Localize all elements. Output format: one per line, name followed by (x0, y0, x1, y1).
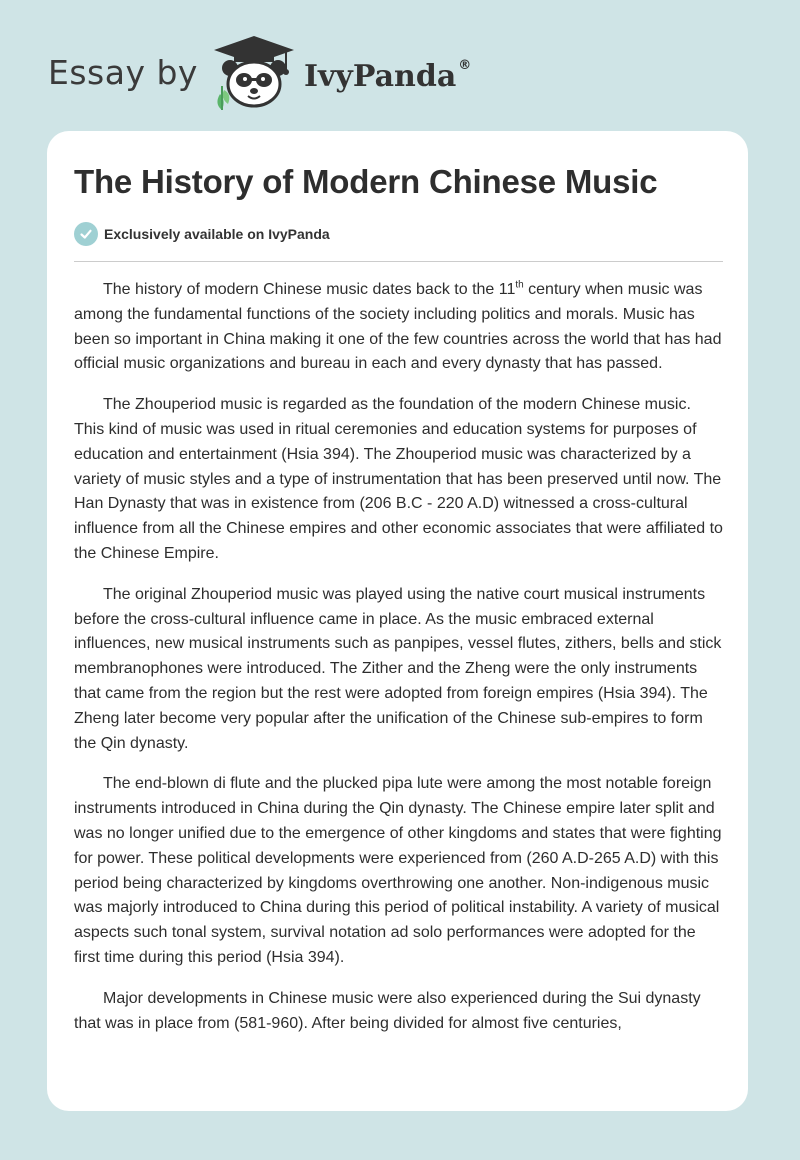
site-header (48, 34, 471, 110)
brand-name-text: IvyPanda (303, 58, 457, 94)
panda-graduate-icon (212, 34, 296, 110)
registered-mark: ® (458, 57, 472, 73)
paragraph-1-start: The history of modern Chinese music dates back to the 11 (103, 281, 516, 298)
paragraph (74, 278, 725, 377)
brand-name[interactable] (304, 59, 471, 94)
divider (74, 261, 723, 262)
essay-by-label: Essay by (48, 52, 198, 92)
paragraph: The Zhouperiod music is regarded as the foundation of the modern Chinese music. This kind of music was used in ritual ceremonies and education systems for purposes of education and entertainment (Hsia 394). The Zhouperiod music was characterized by a variety of music styles and a type of instrumentation that has been preserved until now. The Han Dynasty that was in existence from (206 B.C - 220 A.D) witnessed a cross-cultural influence from all the Chinese empires and other economic associates that were affiliated to the Chinese Empire. (74, 396, 723, 562)
paragraph: The original Zhouperiod music was played using the native court musical instruments before the cross-cultural influence came in place. As the music embraced external influences, new musical instruments such as panpipes, vessel flutes, zithers, bells and stick membranophones were introduced. The Zither and the Zheng were the only instruments that came from the region but the rest were adopted from foreign empires (Hsia 394). The Zheng later become very popular after the unification of the Chinese sub-empires to form the Qin dynasty. (74, 585, 722, 752)
ordinal-suffix: th (515, 279, 524, 291)
check-circle-icon (74, 222, 98, 246)
page-title: The History of Modern Chinese Music (74, 163, 658, 200)
paragraph: Major developments in Chinese music were also experienced during the Sui dynasty that was in place from (581-960). After being divided for almost five centuries, (74, 989, 701, 1032)
paragraph: The end-blown di flute and the plucked pipa lute were among the most notable foreign instruments introduced in China during the Qin dynasty. The Chinese empire later split and was no longer unified due to the emergence of other kingdoms and states that were fighting for power. These political developments were experienced from (260 A.D-265 A.D) with this period being characterized by kingdoms overthrowing one another. Non-indigenous music was majorly introduced to China during this period of political instability. A variety of musical aspects such tonal system, survival notation ad solo performances were adopted for the first time during this period (Hsia 394). (74, 775, 722, 966)
paragraph-1-end: century when music was among the fundamental functions of the society including politics and morals. Music has been so important in China making it one of the few countries across the world that has had official music organizations and bureau in each and every dynasty that has passed. (74, 281, 722, 373)
essay-card (47, 131, 748, 1111)
essay-body (74, 278, 725, 1052)
exclusive-badge-text: Exclusively available on IvyPanda (104, 226, 330, 242)
exclusive-badge (74, 222, 330, 246)
